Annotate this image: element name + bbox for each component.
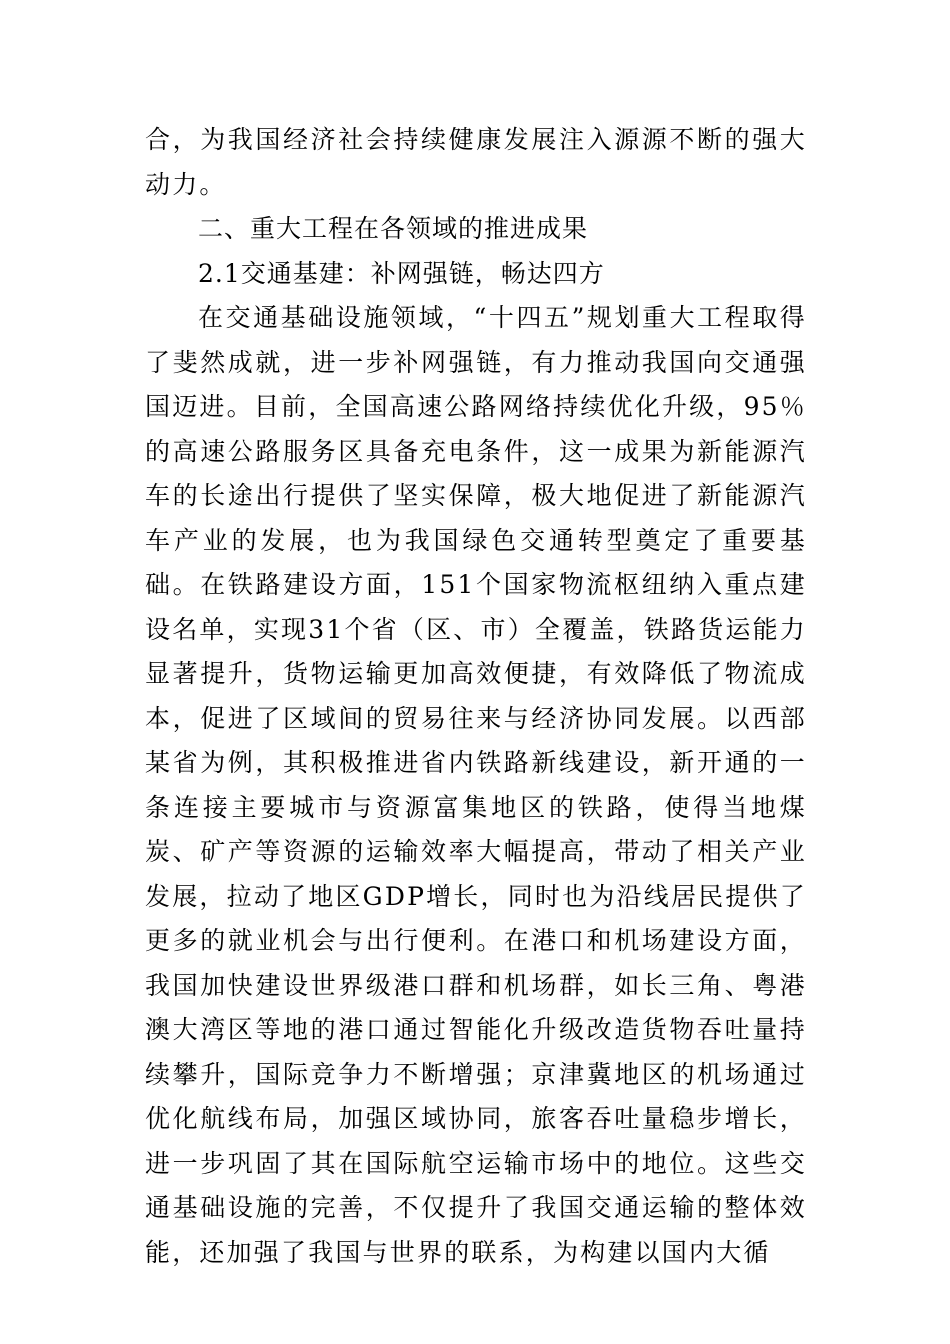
section-heading: 二、重大工程在各领域的推进成果 (198, 214, 589, 243)
body-paragraph: 在交通基础设施领域，“十四五”规划重大工程取得了斐然成就，进一步补网强链，有力推动我国向交通强国迈进。目前，全国高速公路网络持续优化升级，95％的高速公路服务区具备充电条件，这一成果为新能源汽车的长途出行提供了坚实保障，极大地促进了新能源汽车产业的发展，也为我国绿色交通转型奠定了重要基础。在铁路建设方面，151个国家物流枢纽纳入重点建设名单，实现31个省（区、市）全覆盖，铁路货运能力显著提升，货物运输更加高效便捷，有效降低了物流成本，促进了区域间的贸易往来与经济协同发展。以西部某省为例，其积极推进省内铁路新线建设，新开通的一条连接主要城市与资源富集地区的铁路，使得当地煤炭、矿产等资源的运输效率大幅提高，带动了相关产业发展，拉动了地区GDP增长，同时也为沿线居民提供了更多的就业机会与出行便利。在港口和机场建设方面，我国加快建设世界级港口群和机场群，如长三角、粤港澳大湾区等地的港口通过智能化升级改造货物吞吐量持续攀升，国际竞争力不断增强；京津冀地区的机场通过优化航线布局，加强区域协同，旅客吞吐量稳步增长，进一步巩固了其在国际航空运输市场中的地位。这些交通基础设施的完善，不仅提升了我国交通运输的整体效能，还加强了我国与世界的联系，为构建以国内大循 (145, 303, 807, 1267)
document-body (145, 118, 807, 1275)
subsection-heading: 2.1交通基建：补网强链，畅达四方 (198, 258, 605, 288)
continuation-paragraph: 合，为我国经济社会持续健康发展注入源源不断的强大动力。 (145, 125, 807, 199)
